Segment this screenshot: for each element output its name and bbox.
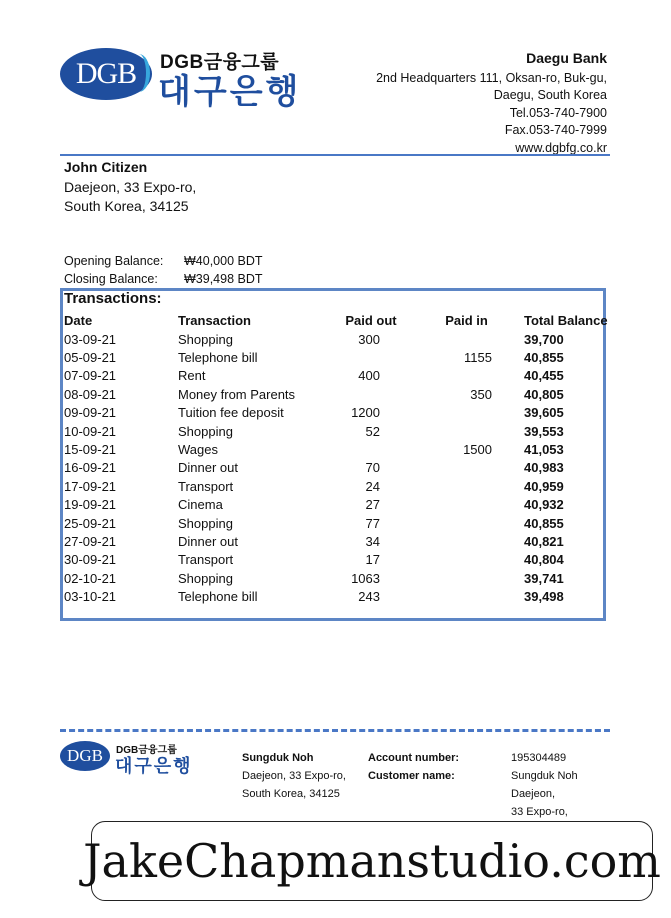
bank-website: www.dgbfg.co.kr [515, 140, 607, 155]
header-paid-out: Paid out [345, 313, 397, 328]
cell-transaction: Transport [178, 478, 234, 494]
table-row [64, 551, 624, 569]
footer-sender-block [242, 749, 346, 803]
cell-transaction: Money from Parents [178, 386, 296, 402]
cell-transaction: Tuition fee deposit [178, 405, 284, 421]
cell-date: 07-09-21 [64, 368, 117, 384]
header-divider [60, 154, 610, 156]
cell-paid-out: 27 [365, 497, 380, 513]
cell-date: 03-10-21 [64, 589, 117, 605]
cell-transaction: Telephone bill [178, 350, 258, 366]
cell-paid-out [316, 348, 426, 366]
cell-total-balance: 40,805 [524, 386, 564, 402]
closing-balance-value: ₩39,498 BDT [184, 272, 263, 286]
cell-date: 09-09-21 [64, 405, 117, 421]
watermark-banner [83, 821, 661, 901]
cell-total-balance: 39,741 [524, 570, 564, 586]
footer-account-label: Account number: [368, 752, 460, 764]
cell-paid-in [426, 496, 507, 514]
cell-date: 27-09-21 [64, 533, 117, 549]
table-row [64, 330, 624, 348]
footer-group-name: DGB금융그룹 [116, 745, 177, 756]
cell-paid-out: 34 [365, 533, 380, 549]
cell-total-balance: 39,700 [524, 331, 564, 347]
cell-transaction: Dinner out [178, 533, 238, 549]
cell-paid-out: 17 [365, 552, 380, 568]
cell-paid-in [426, 477, 507, 495]
footer-values-block [511, 749, 578, 821]
table-row [64, 404, 624, 422]
cell-paid-in: 350 [470, 386, 492, 402]
header-date: Date [64, 313, 93, 328]
cell-paid-out: 70 [365, 460, 380, 476]
cell-transaction: Rent [178, 368, 206, 384]
cell-total-balance: 40,932 [524, 497, 564, 513]
table-row [64, 477, 624, 495]
cell-total-balance: 41,053 [524, 442, 564, 458]
cell-total-balance: 40,804 [524, 552, 564, 568]
table-row [64, 422, 624, 440]
table-header-row [64, 311, 624, 330]
table-row [64, 367, 624, 385]
cell-date: 05-09-21 [64, 350, 117, 366]
cell-paid-in [426, 422, 507, 440]
cell-date: 02-10-21 [64, 570, 117, 586]
table-row [64, 440, 624, 458]
opening-balance-label: Opening Balance: [64, 254, 164, 268]
cell-date: 10-09-21 [64, 423, 117, 439]
table-row [64, 569, 624, 587]
footer-customer-name: Sungduk Noh [511, 770, 578, 782]
cell-transaction: Wages [178, 442, 218, 458]
cell-transaction: Dinner out [178, 460, 238, 476]
bank-tel: Tel.053-740-7900 [509, 105, 607, 120]
footer-sender-name: Sungduk Noh [242, 752, 314, 764]
table-row [64, 532, 624, 550]
cell-paid-in: 1155 [464, 350, 492, 366]
header-transaction: Transaction [178, 313, 251, 328]
cell-date: 03-09-21 [64, 331, 117, 347]
cell-transaction: Transport [178, 552, 234, 568]
table-row [64, 459, 624, 477]
cell-date: 25-09-21 [64, 515, 117, 531]
logo-bank-korean: 대구은행 [158, 73, 302, 111]
cell-total-balance: 40,983 [524, 460, 564, 476]
customer-address-block [64, 158, 196, 217]
cell-paid-in [426, 587, 507, 605]
customer-address-line2: South Korea, 34125 [64, 198, 189, 214]
footer-customer-line2: 33 Expo-ro, [511, 806, 568, 818]
cell-paid-out: 77 [365, 515, 380, 531]
table-row [64, 514, 624, 532]
footer-dgb-logo-mark: DGB [60, 741, 110, 771]
cell-transaction: Shopping [178, 515, 233, 531]
watermark-text: JakeChapmanstudio.com [83, 834, 661, 888]
logo-group-name: DGB금융그룹 [160, 52, 280, 73]
cell-transaction: Telephone bill [178, 589, 258, 605]
bank-address-block [376, 50, 607, 157]
bank-address-line1: 2nd Headquarters 111, Oksan-ro, Buk-gu, [376, 70, 607, 85]
table-row [64, 385, 624, 403]
cell-date: 19-09-21 [64, 497, 117, 513]
cell-transaction: Shopping [178, 570, 233, 586]
table-row [64, 496, 624, 514]
opening-balance-value: ₩40,000 BDT [184, 254, 263, 268]
header-total-balance: Total Balance [524, 313, 608, 328]
cell-paid-out: 400 [358, 368, 380, 384]
footer-labels-block [368, 749, 459, 785]
cell-paid-in [426, 569, 507, 587]
cell-date: 17-09-21 [64, 478, 117, 494]
cell-paid-in: 1500 [463, 442, 492, 458]
footer-dashed-divider [60, 729, 610, 732]
footer-customer-label: Customer name: [368, 770, 455, 782]
bank-address-line2: Daegu, South Korea [493, 88, 607, 102]
footer-sender-line2: South Korea, 34125 [242, 788, 340, 800]
cell-paid-out: 243 [358, 589, 380, 605]
balance-summary [64, 252, 263, 288]
table-row [64, 587, 624, 605]
cell-total-balance: 40,855 [524, 350, 564, 366]
customer-address-line1: Daejeon, 33 Expo-ro, [64, 178, 197, 195]
cell-paid-in [426, 551, 507, 569]
cell-total-balance: 40,455 [524, 368, 564, 384]
cell-date: 30-09-21 [64, 552, 117, 568]
cell-transaction: Shopping [178, 331, 233, 347]
cell-total-balance: 40,855 [524, 515, 564, 531]
cell-paid-in [426, 514, 507, 532]
cell-date: 16-09-21 [64, 460, 117, 476]
cell-paid-out: 300 [358, 331, 380, 347]
footer-sender-line1: Daejeon, 33 Expo-ro, [242, 770, 346, 782]
closing-balance-label: Closing Balance: [64, 272, 158, 286]
customer-name: John Citizen [64, 159, 148, 175]
header-paid-in: Paid in [445, 313, 488, 328]
cell-paid-in [426, 404, 507, 422]
cell-total-balance: 40,959 [524, 478, 564, 494]
footer-bank-korean: 대구은행 [115, 756, 193, 776]
cell-total-balance: 40,821 [524, 533, 564, 549]
cell-paid-in [426, 532, 507, 550]
cell-paid-in [426, 330, 507, 348]
cell-paid-out [316, 385, 426, 403]
bank-name: Daegu Bank [526, 50, 607, 66]
cell-transaction: Shopping [178, 423, 233, 439]
footer-customer-line1: Daejeon, [511, 788, 556, 800]
cell-paid-out: 1063 [351, 570, 380, 586]
cell-total-balance: 39,553 [524, 423, 564, 439]
bank-fax: Fax.053-740-7999 [504, 123, 607, 137]
cell-date: 15-09-21 [64, 442, 117, 458]
transactions-table [64, 311, 624, 606]
cell-total-balance: 39,498 [524, 589, 564, 605]
cell-paid-out [316, 440, 426, 458]
cell-total-balance: 39,605 [524, 405, 564, 421]
footer-account-number: 195304489 [511, 752, 567, 764]
cell-paid-in [426, 459, 507, 477]
transactions-body [64, 330, 624, 606]
dgb-logo-mark: DGB [60, 48, 152, 100]
cell-paid-out: 24 [365, 478, 380, 494]
cell-transaction: Cinema [178, 497, 223, 513]
cell-paid-in [426, 367, 507, 385]
cell-paid-out: 1200 [351, 405, 380, 421]
table-row [64, 348, 624, 366]
cell-date: 08-09-21 [64, 386, 117, 402]
cell-paid-out: 52 [365, 423, 380, 439]
transactions-title: Transactions: [64, 290, 162, 307]
